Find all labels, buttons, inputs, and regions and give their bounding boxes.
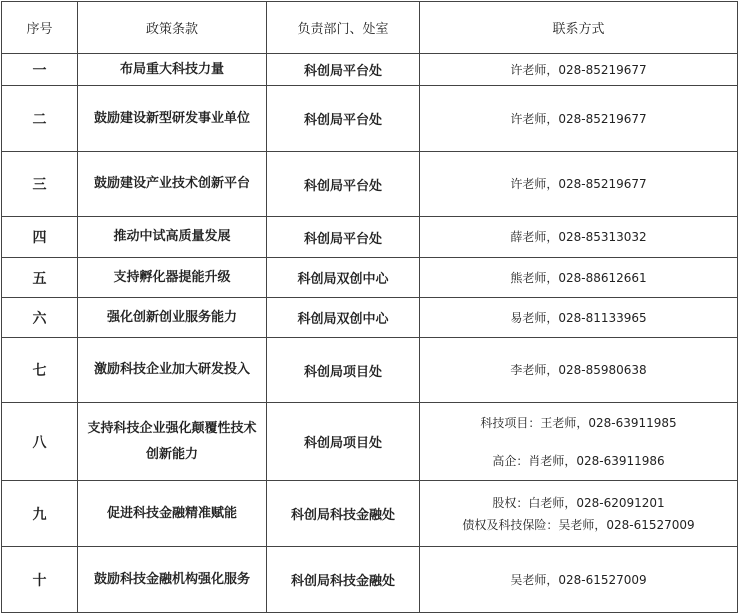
contact-line: 许老师，028-85219677 xyxy=(510,62,647,77)
table-row xyxy=(2,258,738,298)
table-row xyxy=(2,217,738,258)
contact-line: 易老师，028-81133965 xyxy=(510,310,647,325)
row-contact xyxy=(420,258,738,298)
row-dept: 科创局平台处 xyxy=(267,152,420,217)
contact-line: 熊老师，028-88612661 xyxy=(510,270,647,285)
row-seq: 八 xyxy=(2,403,78,481)
row-policy: 促进科技金融精准赋能 xyxy=(78,481,267,547)
header-dept: 负责部门、处室 xyxy=(267,2,420,54)
header-policy: 政策条款 xyxy=(78,2,267,54)
row-seq: 六 xyxy=(2,298,78,338)
row-dept: 科创局项目处 xyxy=(267,403,420,481)
contact-line: 许老师，028-85219677 xyxy=(510,177,647,191)
row-contact xyxy=(420,54,738,86)
row-dept: 科创局科技金融处 xyxy=(267,547,420,613)
row-policy: 强化创新创业服务能力 xyxy=(78,298,267,338)
contact-line: 科技项目：王老师，028-63911985 xyxy=(480,415,677,430)
row-seq: 十 xyxy=(2,547,78,613)
row-seq: 九 xyxy=(2,481,78,547)
header-row xyxy=(2,2,738,54)
row-contact xyxy=(420,86,738,152)
row-seq: 四 xyxy=(2,217,78,258)
contact-line: 股权：白老师，028-62091201 xyxy=(492,495,665,510)
row-contact xyxy=(420,217,738,258)
contact-gap xyxy=(428,434,729,450)
policy-contact-table xyxy=(1,1,738,613)
table-row xyxy=(2,54,738,86)
row-seq: 一 xyxy=(2,54,78,86)
table-row xyxy=(2,403,738,481)
row-policy: 鼓励建设新型研发事业单位 xyxy=(78,86,267,152)
row-seq: 二 xyxy=(2,86,78,152)
row-contact xyxy=(420,338,738,403)
row-contact xyxy=(420,481,738,547)
row-contact xyxy=(420,298,738,338)
header-contact: 联系方式 xyxy=(420,2,738,54)
row-contact xyxy=(420,403,738,481)
row-dept: 科创局平台处 xyxy=(267,217,420,258)
row-policy: 推动中试高质量发展 xyxy=(78,217,267,258)
table-row xyxy=(2,152,738,217)
contact-line: 薛老师，028-85313032 xyxy=(510,230,647,244)
row-policy: 鼓励科技金融机构强化服务 xyxy=(78,547,267,613)
row-dept: 科创局项目处 xyxy=(267,338,420,403)
table-row xyxy=(2,547,738,613)
table-row xyxy=(2,338,738,403)
row-seq: 三 xyxy=(2,152,78,217)
row-dept: 科创局平台处 xyxy=(267,86,420,152)
row-policy: 激励科技企业加大研发投入 xyxy=(78,338,267,403)
row-seq: 五 xyxy=(2,258,78,298)
row-dept: 科创局双创中心 xyxy=(267,298,420,338)
contact-line: 债权及科技保险：吴老师，028-61527009 xyxy=(462,517,695,532)
row-contact xyxy=(420,152,738,217)
contact-line: 吴老师，028-61527009 xyxy=(510,572,647,587)
contact-line: 李老师，028-85980638 xyxy=(510,363,647,377)
row-policy: 支持科技企业强化颠覆性技术创新能力 xyxy=(78,403,267,481)
table-row xyxy=(2,86,738,152)
row-dept: 科创局科技金融处 xyxy=(267,481,420,547)
contact-line: 高企：肖老师，028-63911986 xyxy=(492,453,665,468)
header-seq: 序号 xyxy=(2,2,78,54)
row-policy: 鼓励建设产业技术创新平台 xyxy=(78,152,267,217)
row-dept: 科创局平台处 xyxy=(267,54,420,86)
row-policy: 布局重大科技力量 xyxy=(78,54,267,86)
table-row xyxy=(2,481,738,547)
row-dept: 科创局双创中心 xyxy=(267,258,420,298)
row-policy: 支持孵化器提能升级 xyxy=(78,258,267,298)
row-contact xyxy=(420,547,738,613)
row-seq: 七 xyxy=(2,338,78,403)
contact-line: 许老师，028-85219677 xyxy=(510,111,647,126)
table-row xyxy=(2,298,738,338)
